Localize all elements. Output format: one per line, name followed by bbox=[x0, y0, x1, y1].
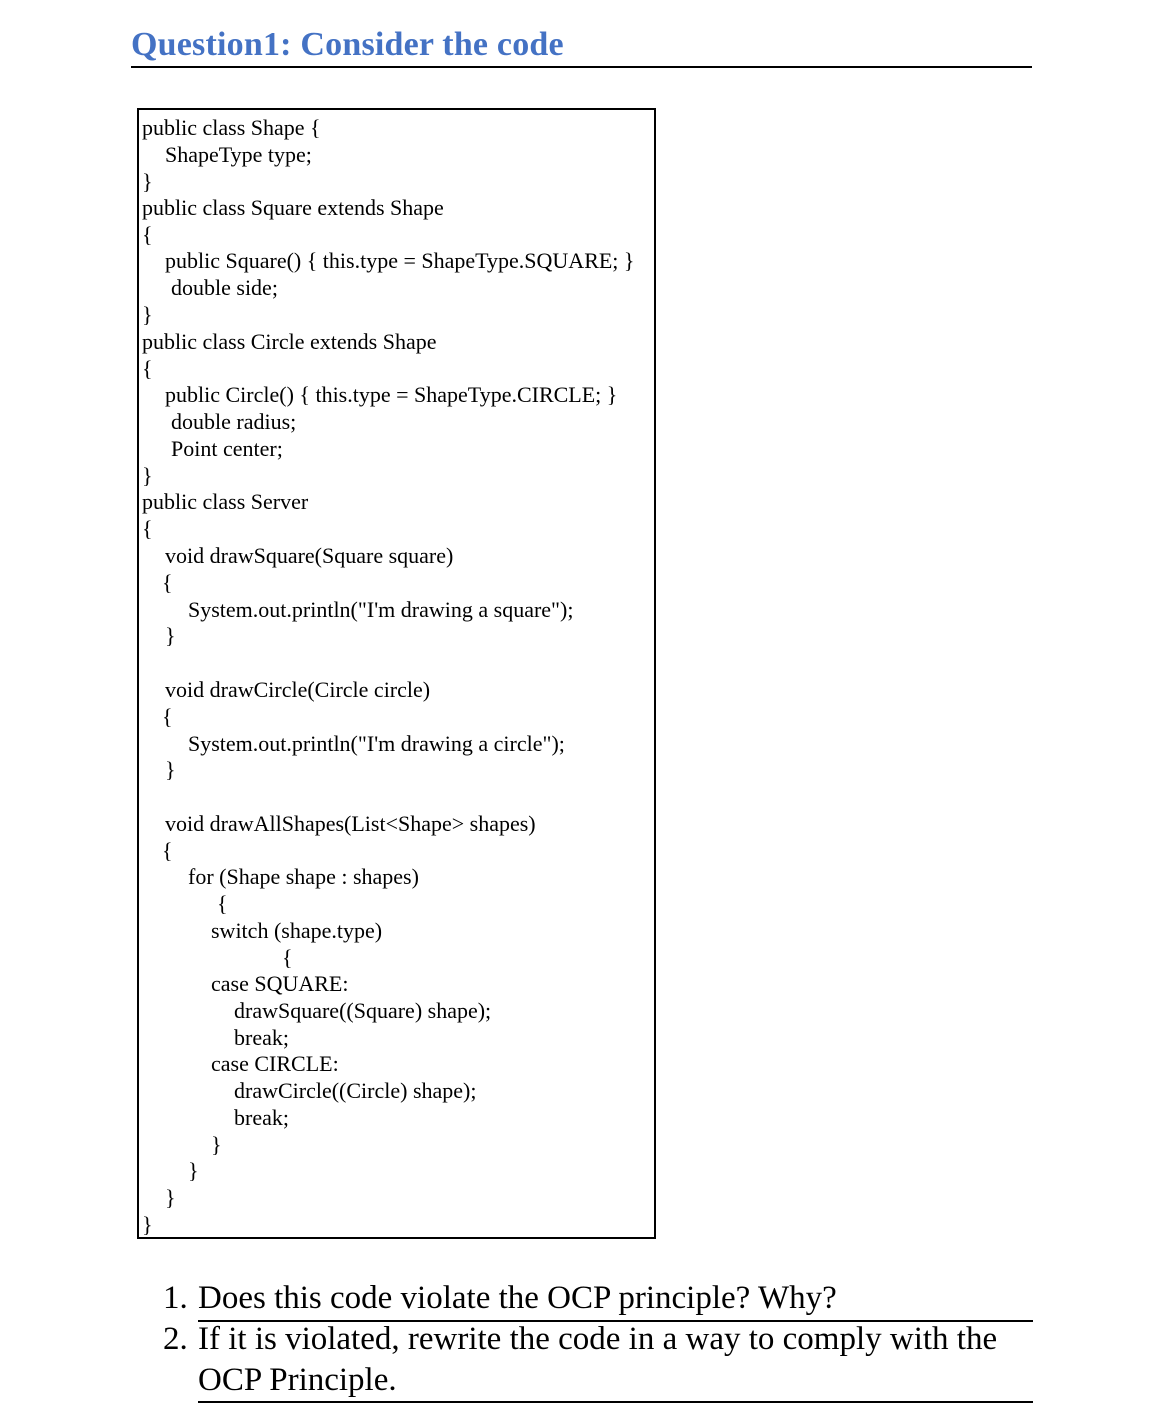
code-line: } bbox=[142, 463, 153, 488]
question-underline bbox=[198, 1401, 1033, 1403]
heading-underline bbox=[131, 66, 1032, 68]
code-line: public Circle() { this.type = ShapeType.CIRCLE; } bbox=[165, 382, 618, 407]
code-line: Point center; bbox=[171, 436, 283, 461]
code-line: } bbox=[142, 302, 153, 327]
code-line: double radius; bbox=[171, 409, 297, 434]
code-line: { bbox=[142, 356, 153, 381]
code-line: void drawSquare(Square square) bbox=[165, 543, 454, 568]
code-line: { bbox=[282, 945, 293, 970]
code-line: case CIRCLE: bbox=[211, 1051, 339, 1076]
code-line: public class Server bbox=[142, 489, 309, 514]
question-text: If it is violated, rewrite the code in a way to comply with the bbox=[198, 1321, 998, 1357]
question-text-continuation: OCP Principle. bbox=[198, 1362, 397, 1398]
code-line: public class Square extends Shape bbox=[142, 195, 444, 220]
code-line: ShapeType type; bbox=[165, 142, 312, 167]
code-line: } bbox=[142, 169, 153, 194]
code-line: public class Circle extends Shape bbox=[142, 329, 437, 354]
code-line: } bbox=[165, 623, 176, 648]
question-number: 2. bbox=[163, 1321, 188, 1357]
code-line: { bbox=[142, 516, 153, 541]
code-line: System.out.println("I'm drawing a circle"); bbox=[188, 731, 565, 756]
code-line: void drawCircle(Circle circle) bbox=[165, 677, 431, 702]
code-listing-box bbox=[137, 108, 656, 1239]
code-line: } bbox=[165, 1185, 176, 1210]
code-line: } bbox=[188, 1158, 199, 1183]
code-line: for (Shape shape : shapes) bbox=[188, 864, 419, 889]
code-line: { bbox=[162, 704, 173, 729]
code-line: } bbox=[142, 1212, 153, 1237]
code-line: break; bbox=[234, 1105, 289, 1130]
code-line: drawSquare((Square) shape); bbox=[234, 998, 492, 1023]
code-line: void drawAllShapes(List<Shape> shapes) bbox=[165, 811, 536, 836]
question-number: 1. bbox=[163, 1280, 188, 1316]
question-text: Does this code violate the OCP principle? Why? bbox=[198, 1280, 837, 1316]
code-line: drawCircle((Circle) shape); bbox=[234, 1078, 477, 1103]
code-line: break; bbox=[234, 1025, 289, 1050]
code-line: { bbox=[162, 570, 173, 595]
question-heading: Question1: Consider the code bbox=[131, 26, 564, 63]
code-line: { bbox=[162, 838, 173, 863]
code-line: public class Shape { bbox=[142, 115, 321, 140]
code-line: public Square() { this.type = ShapeType.SQUARE; } bbox=[165, 248, 635, 273]
code-line: } bbox=[211, 1132, 222, 1157]
code-line: } bbox=[165, 757, 176, 782]
code-line: { bbox=[217, 891, 228, 916]
code-line: System.out.println("I'm drawing a square"); bbox=[188, 597, 574, 622]
code-line: { bbox=[142, 222, 153, 247]
code-line: case SQUARE: bbox=[211, 971, 349, 996]
code-line: switch (shape.type) bbox=[211, 918, 383, 943]
code-line: double side; bbox=[171, 275, 278, 300]
